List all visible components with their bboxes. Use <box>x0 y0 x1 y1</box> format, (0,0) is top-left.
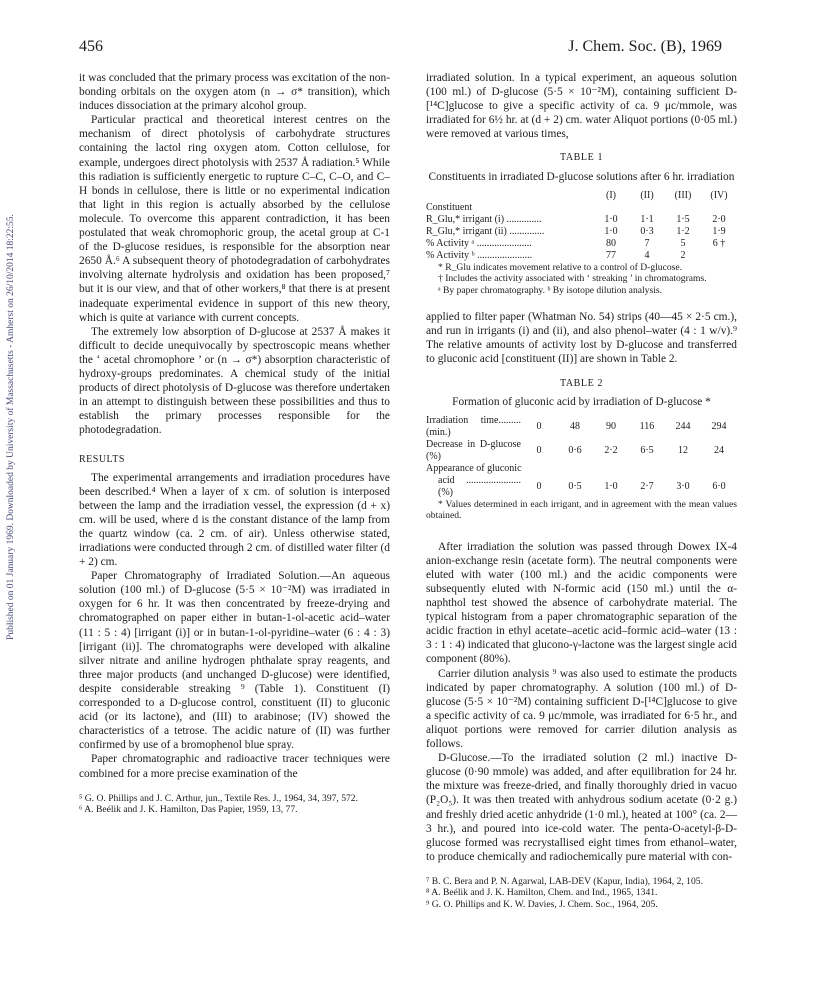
download-watermark <box>4 100 18 760</box>
page-number: 456 <box>79 38 103 55</box>
footnote-5: ⁵ G. O. Phillips and J. C. Arthur, jun., Textile Res. J., 1964, 34, 397, 572. <box>79 792 358 804</box>
table2-title: Formation of gluconic acid by irradiation of D-glucose * <box>452 395 711 408</box>
table1-title: Constituents in irradiated D-glucose solutions after 6 hr. irradiation <box>428 170 735 183</box>
table-row: R_Glu,* irrigant (ii) .............. 1·0 0·3 1·2 1·9 <box>426 225 726 237</box>
footnote-8: ⁸ A. Beélik and J. K. Hamilton, Chem. and Ind., 1965, 1341. <box>426 887 658 899</box>
table-row: Irradiation time......... (min.) 0 48 90 116 244 294 <box>426 414 727 438</box>
right-column <box>426 71 737 910</box>
footnote-6: ⁶ A. Beélik and J. K. Hamilton, Das Papier, 1959, 13, 77. <box>79 804 298 816</box>
footnote-9: ⁹ G. O. Phillips and K. W. Davies, J. Chem. Soc., 1964, 205. <box>426 898 658 910</box>
paragraph: it was concluded that the primary process was excitation of the non-bonding orbitals on the oxygen atom (n → σ* transition), which induces dissociation at the primary alcohol group. <box>79 72 390 113</box>
table-row: % Activity ᵃ ...................... 80 7 5 6 † <box>426 237 726 249</box>
table-row: Appearance of gluconic <box>426 462 522 474</box>
column-header: (I) <box>606 189 616 201</box>
table1-note: ᵃ By paper chromatography. ᵇ By isotope dilution analysis. <box>438 284 662 296</box>
table1-note: † Includes the activity associated with ‘ streaking ’ in chromatograms. <box>438 273 707 285</box>
paragraph: Paper Chromatography of Irradiated Solution.—An aqueous solution (100 ml.) of D-glucose (5·5 × 10⁻²M) was irradiated in oxygen for 6 hr. It was then concentrated by freeze-drying and chromatographed on paper either in butan-1-ol-acetic acid–water (11 : 5 : 4) [irrigant (i)] or in butan-1-ol-pyridine–water (6 : 4 : 3) [irrigant (ii)]. The chromatographs were developed with alkaline silver nitrate and aniline hydrogen phthalate spray reagents, and three major products (and unchanged D-glucose) were identified, despite considerable streaking ⁹ (Table 1). Constituent (I) corresponded to a D-glucose control, constituent (II) to gluconic acid (or its lactone), and (III) to arabinose; (IV) showed the characteristics of a tetrose. The acidic nature of (II) was further confirmed by use of a bromophenol blue spray. <box>79 570 390 752</box>
paragraph: Particular practical and theoretical interest centres on the mechanism of direct photolysis of carbohydrate structures containing the lactol ring oxygen atom. Cotton cellulose, for example, undergoes direct photolysis with 2537 Å radiation.⁵ While this radiation is sufficiently energetic to rupture C–C, C–O, and C–H bonds in cellulose, there is little or no experimental indication that light in this region is actually absorbed by the cellulose molecule. To overcome this apparent contradiction, it has been postulated that weak chromophoric group, the acetal group at C-1 of the D-glucose residues, is responsible for the absorption near 2650 Å.⁶ A subsequent theory of photodegradation of carbohydrates involving alternate hydrolysis and oxidation has been proposed,⁷ but it is our view, and that of other workers,⁸ that there is at present inadequate experimental evidence in support of this new theory, which is quite at variance with current concepts. <box>79 114 390 324</box>
paragraph: After irradiation the solution was passed through Dowex IX-4 anion-exchange resin (acetate form). The neutral components were eluted with water (100 ml.) and the acidic components were subsequently eluted with N-formic acid (150 ml.) until the α-naphthol test showed the absence of carbohydrate material. The typical histogram from a paper chromatographic separation of the acidic fraction in ethyl acetate–acetic acid–formic acid–water (13 : 3 : 1 : 4) indicated that glucono-γ-lactone was the largest single acid component (80%). <box>426 540 737 666</box>
table1 <box>426 190 737 262</box>
paragraph: D-Glucose.—To the irradiated solution (2 ml.) inactive D-glucose (0·90 mmole) was added, and after equilibration for 24 hr. the mixture was freeze-dried, and finally thoroughly dried in vacuo (P₂O₅). It was then treated with anhydrous sodium acetate (0·2 g.) and freshly dried acetic anhydride (1·0 ml.), heated at 100° (ca. 2—3 hr.), and poured into ice-cold water. The penta-O-acetyl-β-D-glucose formed was recrystallised eight times from ethanol–water, to produce chemically and radiochemically pure material with con- <box>426 752 737 863</box>
table-row: acid ...................... (%) 0 0·5 1·0 2·7 3·0 6·0 <box>438 474 726 498</box>
table-row: R_Glu,* irrigant (i) .............. 1·0 1·1 1·5 2·0 <box>426 213 726 225</box>
table-row: % Activity ᵇ ...................... 77 4 2 <box>426 249 686 261</box>
table1-caption: TABLE 1 <box>559 152 604 164</box>
table2-caption: TABLE 2 <box>559 377 604 389</box>
table1-note: * R_Glu indicates movement relative to a control of D-glucose. <box>438 261 683 273</box>
download-notice: Published on 01 January 1969. Downloaded by University of Massachusetts - Amherst on 26/10/2014 18:22:55. <box>6 214 16 640</box>
paragraph: applied to filter paper (Whatman No. 54) strips (40—45 × 2·5 cm.), and run in irrigants (i) and (ii), and also phenol–water (4 : 1 w/v).⁹ The relative amounts of activity lost by D-glucose and transferred to gluconic acid [constituent (II)] are shown in Table 2. <box>426 311 737 366</box>
paragraph: The extremely low absorption of D-glucose at 2537 Å makes it difficult to decide unequivocally by spectroscopic means whether the ‘ acetal chromophore ’ or (n → σ*) absorption characteristic of hydroxy-groups predominates. A chemical study of the initial products of direct photolysis of D-glucose was therefore undertaken in an attempt to distinguish between these possibilities and thus to establish the primary processes responsible for the photodegradation. <box>79 325 390 437</box>
paragraph: Paper chromatographic and radioactive tracer techniques were combined for a more precise examination of the <box>79 753 390 780</box>
paragraph: The experimental arrangements and irradiation procedures have been described.⁴ When a layer of x cm. of solution is interposed between the lamp and the irradiation vessel, the expression (d + x) cm. will be used, where d is the constant distance of the lamp from the quartz window (ca. 2 cm. of air). Unless otherwise stated, irradiations were conducted through 2 cm. of distilled water filter (d + 2) cm. <box>79 471 390 569</box>
left-column <box>79 71 390 816</box>
table2 <box>426 415 737 499</box>
journal-header: J. Chem. Soc. (B), 1969 <box>568 38 722 55</box>
paragraph: Carrier dilution analysis ⁹ was also used to estimate the products indicated by paper chromatography. A solution (100 ml.) of D-glucose (5·5 × 10⁻²M) containing sufficient D-[¹⁴C]glucose to give a specific activity of ca. 9 μc/mmole, was irradiated for 6·5 hr., and aliquot portions were removed for carrier dilution analysis as follows. <box>426 667 737 751</box>
table-header-row <box>426 190 737 202</box>
column-header: (II) <box>640 189 654 201</box>
paragraph: irradiated solution. In a typical experiment, an aqueous solution (100 ml.) of D-glucose (5·5 × 10⁻²M), containing sufficient D-[¹⁴C]glucose to give a specific activity of ca. 9 μc/mmole, was irradiated for 6½ hr. at (d + 2) cm. water Aliquot portions (0·05 ml.) were removed at various times, <box>426 72 737 141</box>
section-heading-results: RESULTS <box>79 454 125 466</box>
column-header: (III) <box>674 189 692 201</box>
table-row: Decrease in D-glucose (%) 0 0·6 2·2 6·5 12 24 <box>426 438 724 462</box>
footnote-7: ⁷ B. C. Bera and P. N. Agarwal, LAB-DEV (Kapur, India), 1964, 2, 105. <box>426 875 703 887</box>
group-label: Constituent <box>426 201 473 213</box>
column-header: (IV) <box>710 189 728 201</box>
table2-note: * Values determined in each irrigant, and in agreement with the mean values obtained. <box>426 498 737 522</box>
